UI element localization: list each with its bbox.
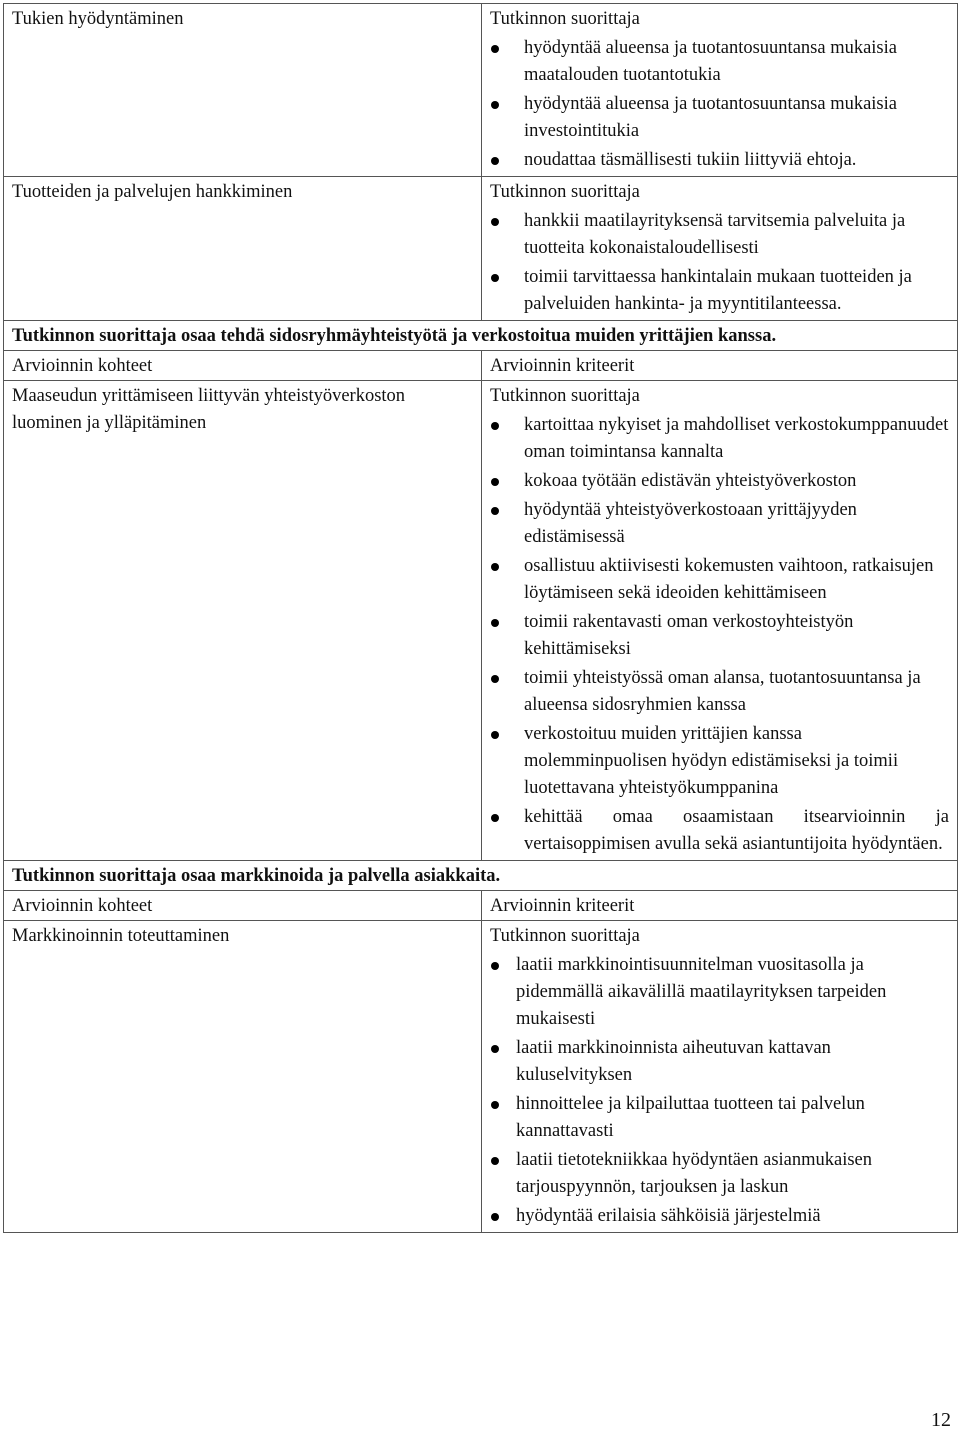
assessment-table bbox=[3, 3, 958, 1233]
criteria-list bbox=[490, 208, 949, 318]
assessment-object-cell bbox=[4, 921, 482, 1233]
criteria-item: kokoaa työtään edistävän yhteistyöverkoston bbox=[490, 468, 949, 495]
criteria-item: kehittää omaa osaamistaan itsearvioinnin ja vertaisoppimisen avulla sekä asiantuntijoita hyödyntäen. bbox=[490, 804, 949, 858]
column-header-criteria bbox=[482, 351, 958, 381]
criteria-item: verkostoituu muiden yrittäjien kanssa molemminpuolisen hyödyn edistämiseksi ja toimii luotettavana yhteistyökumppanina bbox=[490, 721, 949, 802]
criteria-list bbox=[490, 412, 949, 858]
column-header-row bbox=[4, 891, 958, 921]
column-header-text: Arvioinnin kriteerit bbox=[490, 896, 635, 916]
assessment-criteria-cell bbox=[482, 921, 958, 1233]
criteria-item: toimii rakentavasti oman verkostoyhteistyön kehittämiseksi bbox=[490, 609, 949, 663]
criteria-item: hinnoittelee ja kilpailuttaa tuotteen tai palvelun kannattavasti bbox=[490, 1091, 949, 1145]
column-header-text: Arvioinnin kohteet bbox=[12, 356, 153, 376]
assessment-criteria-cell bbox=[482, 4, 958, 177]
assessment-object-text: Maaseudun yrittämiseen liittyvän yhteistyöverkoston luominen ja ylläpitäminen bbox=[12, 386, 406, 433]
assessment-object-text: Tukien hyödyntäminen bbox=[12, 9, 184, 29]
criteria-item: hankkii maatilayrityksensä tarvitsemia palveluita ja tuotteita kokonaistaloudellisesti bbox=[490, 208, 949, 262]
assessment-object-cell bbox=[4, 381, 482, 861]
criteria-item: laatii markkinoinnista aiheutuvan kattavan kuluselvityksen bbox=[490, 1035, 949, 1089]
column-header-row bbox=[4, 351, 958, 381]
page-number: 12 bbox=[931, 1409, 951, 1431]
assessment-criteria-cell bbox=[482, 381, 958, 861]
criteria-item: noudattaa täsmällisesti tukiin liittyviä ehtoja. bbox=[490, 147, 949, 174]
criteria-item: laatii tietotekniikkaa hyödyntäen asianmukaisen tarjouspyynnön, tarjouksen ja laskun bbox=[490, 1147, 949, 1201]
criteria-item: hyödyntää yhteistyöverkostoaan yrittäjyyden edistämisessä bbox=[490, 497, 949, 551]
criteria-intro: Tutkinnon suorittaja bbox=[490, 386, 640, 406]
criteria-list bbox=[490, 952, 949, 1230]
criteria-intro: Tutkinnon suorittaja bbox=[490, 9, 640, 29]
assessment-object-cell bbox=[4, 4, 482, 177]
criteria-item: hyödyntää erilaisia sähköisiä järjestelmiä bbox=[490, 1203, 949, 1230]
assessment-criteria-cell bbox=[482, 177, 958, 321]
assessment-object-text: Markkinoinnin toteuttaminen bbox=[12, 926, 230, 946]
table-row-markkinointi bbox=[4, 921, 958, 1233]
criteria-item: osallistuu aktiivisesti kokemusten vaihtoon, ratkaisujen löytämiseen sekä ideoiden kehittämiseen bbox=[490, 553, 949, 607]
table-row-tukien-hyodyntaminen bbox=[4, 4, 958, 177]
section-heading-verkostoituminen: Tutkinnon suorittaja osaa tehdä sidosryhmäyhteistyötä ja verkostoitua muiden yrittäjien kanssa. bbox=[4, 321, 958, 351]
criteria-item: hyödyntää alueensa ja tuotantosuuntansa mukaisia maatalouden tuotantotukia bbox=[490, 35, 949, 89]
criteria-item: toimii yhteistyössä oman alansa, tuotantosuuntansa ja alueensa sidosryhmien kanssa bbox=[490, 665, 949, 719]
column-header-text: Arvioinnin kriteerit bbox=[490, 356, 635, 376]
column-header-objects bbox=[4, 891, 482, 921]
criteria-item: hyödyntää alueensa ja tuotantosuuntansa mukaisia investointitukia bbox=[490, 91, 949, 145]
section-heading-markkinointi: Tutkinnon suorittaja osaa markkinoida ja palvella asiakkaita. bbox=[4, 861, 958, 891]
column-header-text: Arvioinnin kohteet bbox=[12, 896, 153, 916]
column-header-objects bbox=[4, 351, 482, 381]
criteria-intro: Tutkinnon suorittaja bbox=[490, 926, 640, 946]
criteria-item: kartoittaa nykyiset ja mahdolliset verkostokumppanuudet oman toimintansa kannalta bbox=[490, 412, 949, 466]
criteria-intro: Tutkinnon suorittaja bbox=[490, 182, 640, 202]
assessment-object-cell bbox=[4, 177, 482, 321]
criteria-item: toimii tarvittaessa hankintalain mukaan tuotteiden ja palveluiden hankinta- ja myyntitilanteessa. bbox=[490, 264, 949, 318]
section-heading-row bbox=[4, 861, 958, 891]
table-row-hankkiminen bbox=[4, 177, 958, 321]
criteria-list bbox=[490, 35, 949, 174]
column-header-criteria bbox=[482, 891, 958, 921]
table-row-yhteistyoverkosto bbox=[4, 381, 958, 861]
criteria-item: laatii markkinointisuunnitelman vuositasolla ja pidemmällä aikavälillä maatilayrityksen tarpeiden mukaisesti bbox=[490, 952, 949, 1033]
assessment-object-text: Tuotteiden ja palvelujen hankkiminen bbox=[12, 182, 293, 202]
section-heading-row bbox=[4, 321, 958, 351]
